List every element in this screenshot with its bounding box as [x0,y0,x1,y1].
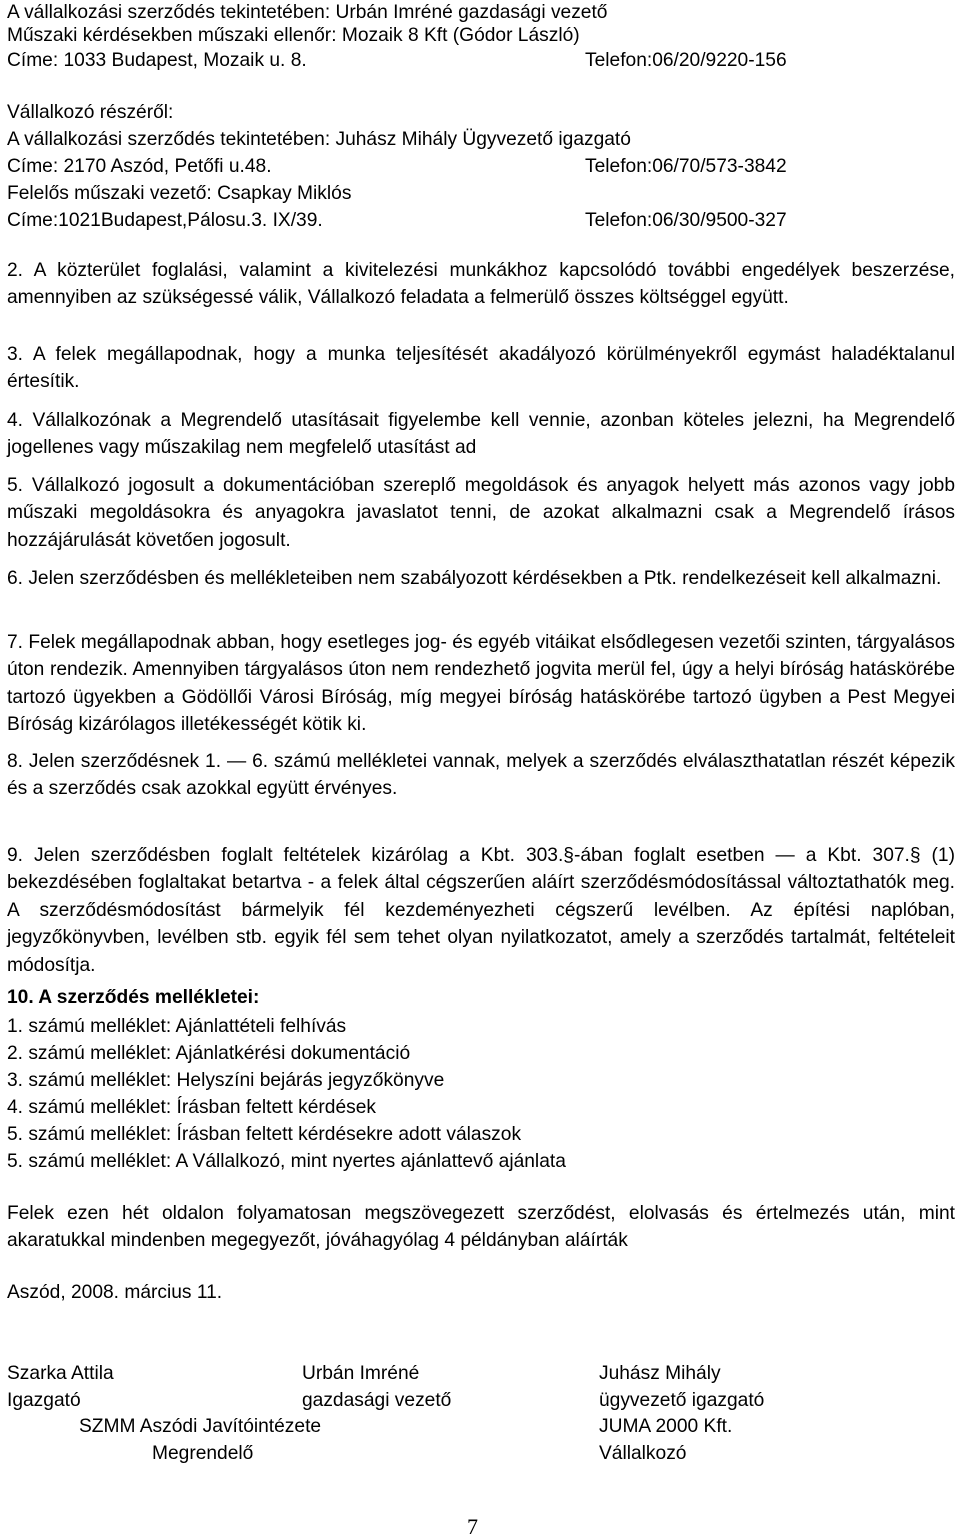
header-line-1: A vállalkozási szerződés tekintetében: Urbán Imréné gazdasági vezető [7,2,608,23]
signatory-2-title: gazdasági vezető [302,1390,452,1411]
header-address-2: Címe: 2170 Aszód, Petőfi u.48. [7,156,272,177]
paragraph-5: 5. Vállalkozó jogosult a dokumentációban szereplő megoldások és anyagok helyett más azonos vagy jobb műszaki megoldásokra és anyagokra javaslatot tenni, de azokat alkalmazni csak a Megrendelő írásos hozzájárulását követően jogosult. [7,475,955,551]
annex-item: 3. számú melléklet: Helyszíni bejárás jegyzőkönyve [7,1070,445,1091]
header-phone-3: Telefon:06/30/9500-327 [585,210,787,231]
signatory-3-role: Vállalkozó [599,1443,687,1464]
signatory-2-name: Urbán Imréné [302,1363,420,1384]
paragraph-2: 2. A közterület foglalási, valamint a kivitelezési munkákhoz kapcsolódó további engedélyek beszerzése, amennyiben az szükségessé válik, Vállalkozó feladata a felmerülő összes költséggel együtt. [7,260,955,309]
annex-heading: 10. A szerződés mellékletei: [7,987,260,1008]
annex-item: 2. számú melléklet: Ajánlatkérési dokumentáció [7,1043,411,1064]
header-contractor-label: Vállalkozó részéről: [7,102,174,123]
annex-item: 1. számú melléklet: Ajánlattételi felhívás [7,1016,347,1037]
header-phone-2: Telefon:06/70/573-3842 [585,156,787,177]
signatory-3-organization: JUMA 2000 Kft. [599,1416,733,1437]
signatory-1-role: Megrendelő [152,1443,254,1464]
header-line-7: Felelős műszaki vezető: Csapkay Miklós [7,183,352,204]
paragraph-7: 7. Felek megállapodnak abban, hogy esetleges jog- és egyéb vitáikat elsődlegesen vezetői szinten, tárgyalásos úton rendezik. Amennyiben tárgyalásos úton nem rendezhető jogvita merül fel, úgy a helyi bíróság hatáskörébe tartozó ügyekben a Gödöllői Városi Bíróság, míg megyei bíróság hatáskörébe tartozó ügyben a Pest Megyei Bíróság kizárólagos illetékességét kötik ki. [7,632,955,736]
paragraph-6: 6. Jelen szerződésben és mellékleteiben nem szabályozott kérdésekben a Ptk. rendelkezéseit kell alkalmazni. [7,568,942,589]
signatory-3-title: ügyvezető igazgató [599,1390,765,1411]
signatory-1-title: Igazgató [7,1390,81,1411]
signatory-3-name: Juhász Mihály [599,1363,721,1384]
header-phone-1: Telefon:06/20/9220-156 [585,50,787,71]
signatory-1-name: Szarka Attila [7,1363,114,1384]
page-number: 7 [467,1514,478,1539]
paragraph-4: 4. Vállalkozónak a Megrendelő utasításait figyelembe kell vennie, azonban köteles jelezni, ha Megrendelő jogellenes vagy műszakilag nem megfelelő utasítást ad [7,410,955,459]
paragraph-9: 9. Jelen szerződésben foglalt feltételek kizárólag a Kbt. 303.§-ában foglalt esetben — a Kbt. 307.§ (1) bekezdésében foglaltakat betartva - a felek által cégszerűen aláírt szerződésmódosítással változtathatók meg. A szerződésmódosítást bármelyik fél kezdeményezheti cégszerű levélben. Az építési naplóban, jegyzőkönyvben, levélben stb. egyik fél sem tehet olyan nyilatkozatot, amely a szerződés tartalmát, feltételeit módosítja. [7,845,955,976]
annex-item: 5. számú melléklet: Írásban feltett kérdésekre adott válaszok [7,1124,522,1145]
closing-statement: Felek ezen hét oldalon folyamatosan megszövegezett szerződést, elolvasás és értelmezés után, mint akaratukkal mindenben megegyezőt, jóváhagyólag 4 példányban aláírták [7,1203,955,1252]
paragraph-3: 3. A felek megállapodnak, hogy a munka teljesítését akadályozó körülményekről egymást haladéktalanul értesítik. [7,344,955,393]
annex-item: 4. számú melléklet: Írásban feltett kérdések [7,1097,376,1118]
place-date: Aszód, 2008. március 11. [7,1282,223,1303]
header-address-1: Címe: 1033 Budapest, Mozaik u. 8. [7,50,307,71]
header-line-5: A vállalkozási szerződés tekintetében: Juhász Mihály Ügyvezető igazgató [7,129,631,150]
header-line-2: Műszaki kérdésekben műszaki ellenőr: Mozaik 8 Kft (Gódor László) [7,25,580,46]
signatory-1-organization: SZMM Aszódi Javítóintézete [79,1416,322,1437]
paragraph-8: 8. Jelen szerződésnek 1. — 6. számú mellékletei vannak, melyek a szerződés elválaszthatatlan részét képezik és a szerződés csak azokkal együtt érvényes. [7,751,955,800]
annex-item: 5. számú melléklet: A Vállalkozó, mint nyertes ajánlattevő ajánlata [7,1151,566,1172]
header-address-3: Címe:1021Budapest,Pálosu.3. IX/39. [7,210,323,231]
